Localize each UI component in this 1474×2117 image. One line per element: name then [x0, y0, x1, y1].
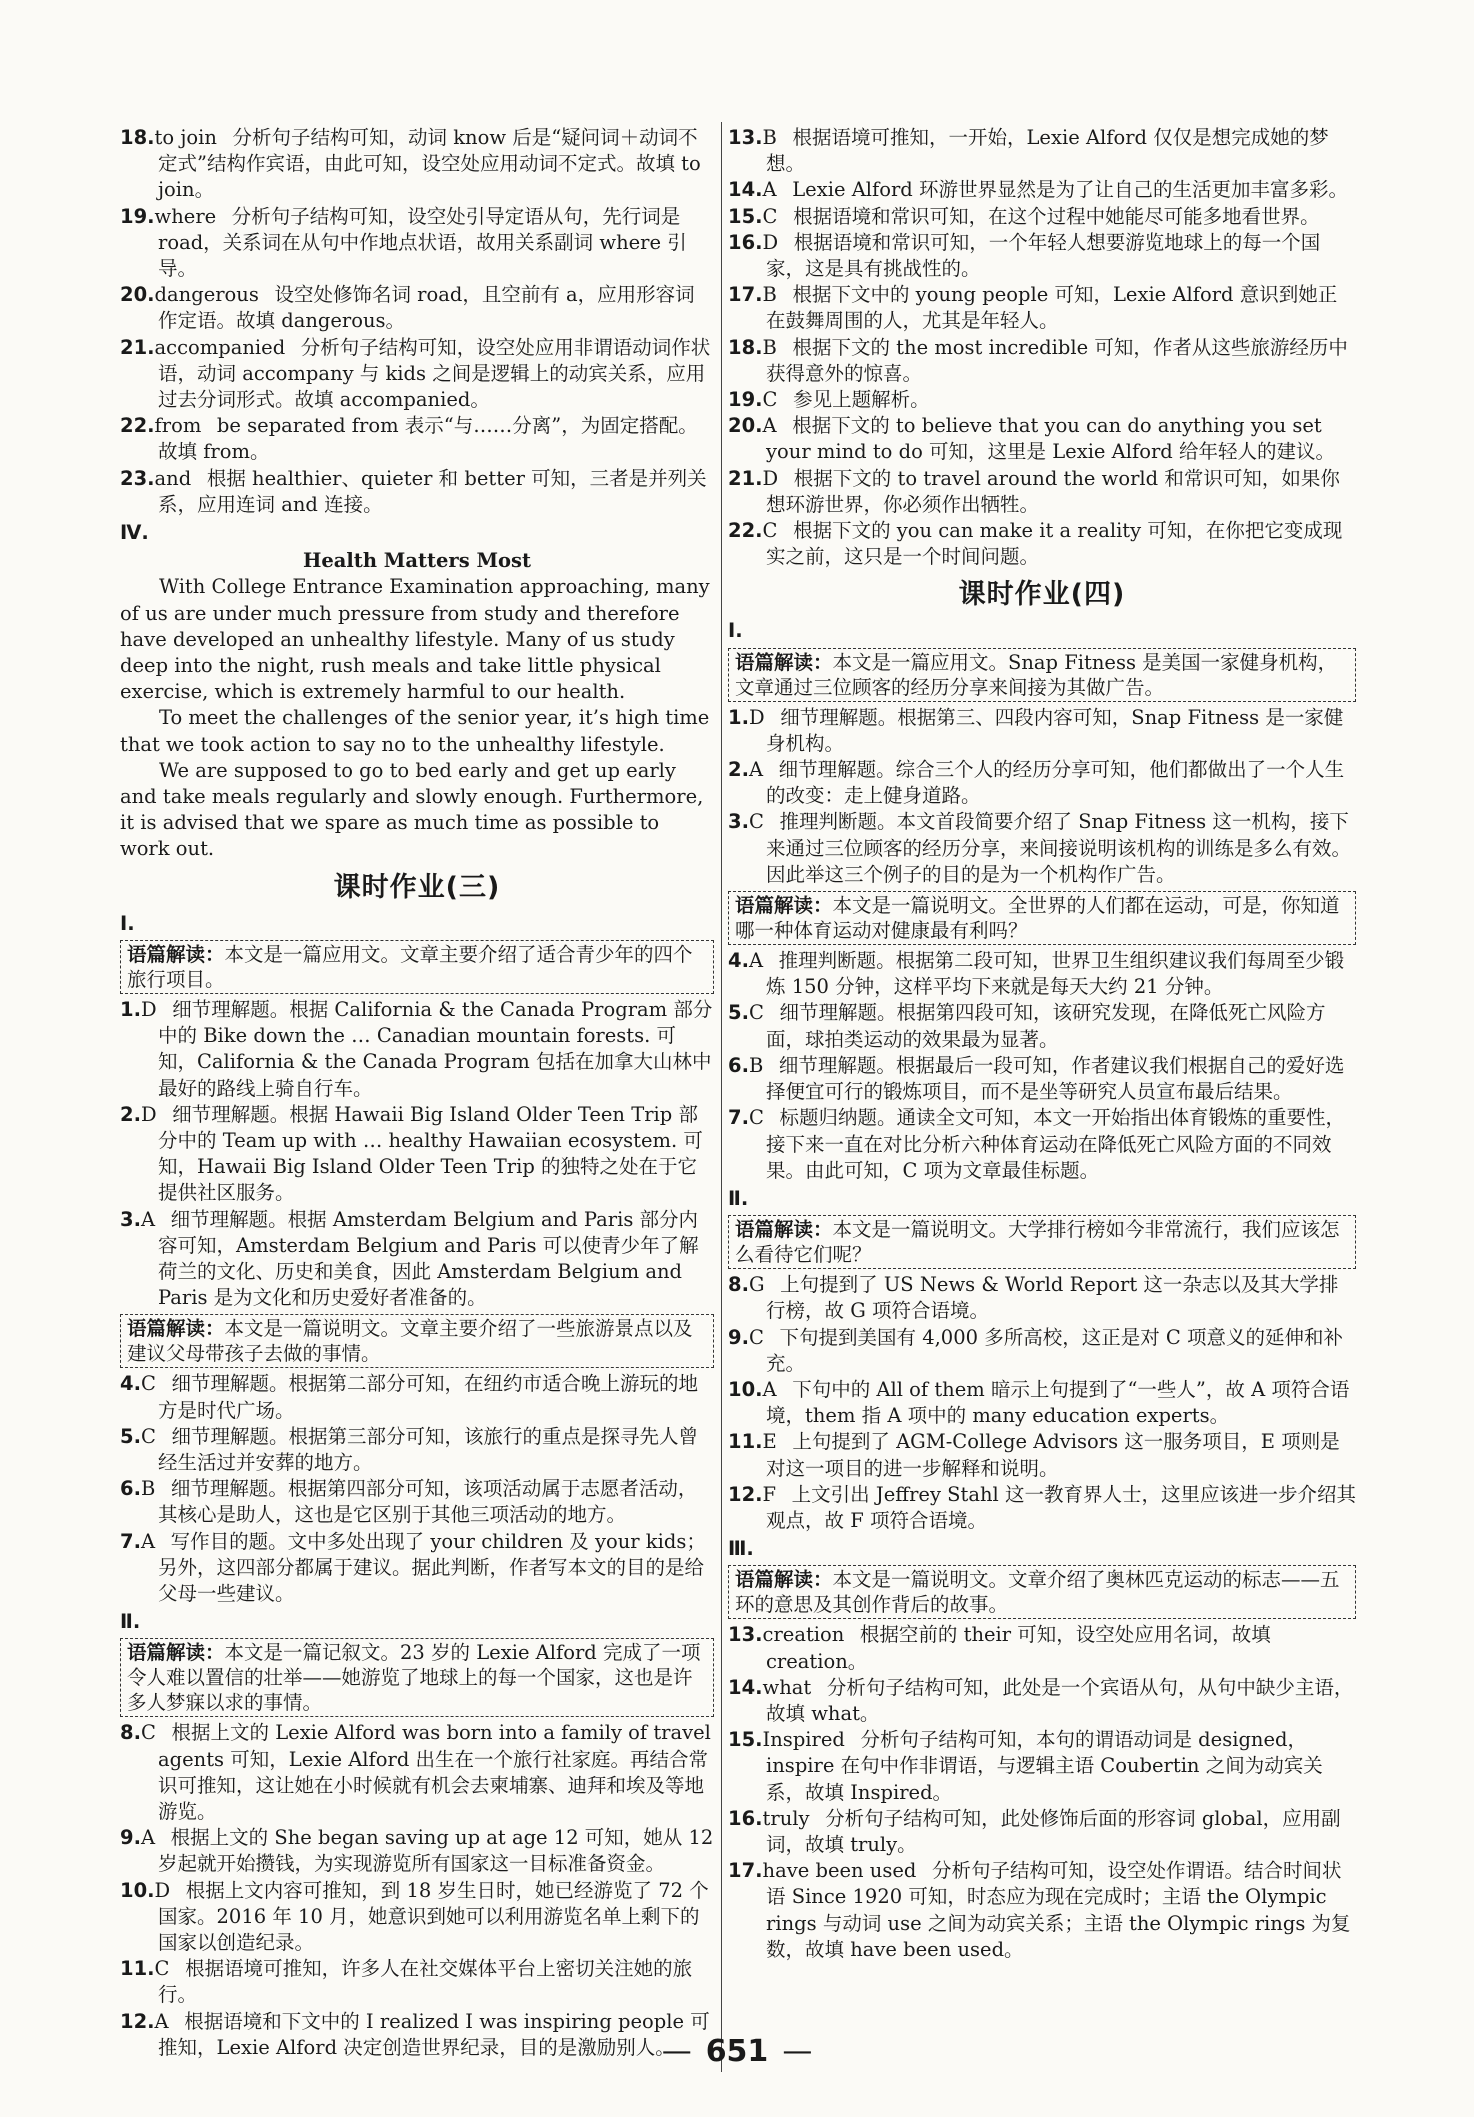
- answer-item: 17.have been used 分析句子结构可知，设空处作谓语。结合时间状语 Since 1920 可知，时态应为现在完成时；主语 the Olympic rings 与动词 use 之间为动宾关系；主语 the Olympic rings 为复数，故填 have been used。: [728, 1859, 1351, 1961]
- answer-item: 4.A 推理判断题。根据第二段可知，世界卫生组织建议我们每周至少锻炼 150 分钟，这样平均下来就是每天大约 21 分钟。: [728, 949, 1345, 999]
- answer-list-d: [120, 1720, 714, 2061]
- answer-item: 16.truly 分析句子结构可知，此处修饰后面的形容词 global，应用副词，故填 truly。: [728, 1806, 1341, 1856]
- answer-item: 2.D 细节理解题。根据 Hawaii Big Island Older Teen Trip 部分中的 Team up with … healthy Hawaiian ecosystem. 可知，Hawaii Big Island Older Teen Trip 的独特之处在于它提供社区服务。: [120, 1102, 703, 1205]
- answer-item: 19.C 参见上题解析。: [728, 388, 930, 412]
- part-heading-i: Ⅰ.: [120, 911, 135, 935]
- answer-item: 7.A 写作目的题。文中多处出现了 your children 及 your kids；另外，这四部分都属于建议。据此判断，作者写本文的目的是给父母一些建议。: [120, 1529, 706, 1605]
- answer-item: 18.B 根据下文的 the most incredible 可知，作者从这些旅游经历中获得意外的惊喜。: [728, 335, 1348, 385]
- answer-item: 19.where 分析句子结构可知，设空处引导定语从句，先行词是 road，关系词在从句中作地点状语，故用关系副词 where 引导。: [120, 204, 687, 281]
- answer-item: 4.C 细节理解题。根据第二部分可知，在纽约市适合晚上游玩的地方是时代广场。: [120, 1372, 699, 1422]
- answer-item: 5.C 细节理解题。根据第三部分可知，该旅行的重点是探寻先人曾经生活过并安葬的地方。: [120, 1424, 699, 1474]
- answer-item: 23.and 根据 healthier、quieter 和 better 可知，三者是并列关系，应用连词 and 连接。: [120, 466, 707, 516]
- essay-paragraph: To meet the challenges of the senior year, it’s high time that we took action to say no to the unhealthy lifestyle.: [120, 706, 710, 756]
- answer-list-e: [728, 125, 1356, 570]
- answer-item: 6.B 细节理解题。根据第四部分可知，该项活动属于志愿者活动，其核心是助人，这也是它区别于其他三项活动的地方。: [120, 1477, 698, 1527]
- answer-item: 14.A Lexie Alford 环游世界显然是为了让自己的生活更加丰富多彩。: [728, 178, 1348, 202]
- answer-item: 15.C 根据语境和常识可知，在这个过程中她能尽可能多地看世界。: [728, 204, 1320, 228]
- answer-list-h: [728, 1272, 1356, 1534]
- answer-item: 9.C 下句提到美国有 4,000 多所高校，这正是对 C 项意义的延伸和补充。: [728, 1325, 1344, 1375]
- answer-item: 3.A 细节理解题。根据 Amsterdam Belgium and Paris 部分内容可知，Amsterdam Belgium and Paris 可以使青少年了解荷兰的文化、历史和美食，因此 Amsterdam Belgium and Paris 是为文化和历史爱好者准备的。: [120, 1207, 699, 1310]
- page-number: 651: [705, 2034, 769, 2069]
- answer-item: 6.B 细节理解题。根据最后一段可知，作者建议我们根据自己的爱好选择便宜可行的锻炼项目，而不是坐等研究人员宣布最后结果。: [728, 1053, 1345, 1104]
- answer-item: 13.creation 根据空前的 their 可知，设空处应用名词，故填 creation。: [728, 1623, 1271, 1673]
- answer-item: 12.A 根据语境和下文中的 I realized I was inspiring people 可推知，Lexie Alford 决定创造世界纪录，目的是激励别人。: [120, 2009, 710, 2059]
- answer-item: 14.what 分析句子结构可知，此处是一个宾语从句，从句中缺少主语，故填 what。: [728, 1675, 1354, 1725]
- answer-item: 17.B 根据下文中的 young people 可知，Lexie Alford 意识到她正在鼓舞周围的人，尤其是年轻人。: [728, 283, 1338, 333]
- passage-summary-box: 语篇解读：本文是一篇应用文。Snap Fitness 是美国一家健身机构，文章通过三位顾客的经历分享来间接为其做广告。: [728, 648, 1356, 702]
- column-divider: [721, 122, 722, 2072]
- part-heading-i: Ⅰ.: [728, 619, 743, 643]
- essay-title: Health Matters Most: [302, 549, 532, 573]
- answer-item: 21.accompanied 分析句子结构可知，设空处应用非谓语动词作状语，动词 accompany 与 kids 之间是逻辑上的动宾关系，应用过去分词形式。故填 accompanied。: [120, 335, 711, 412]
- footer-dash-right: —: [782, 2034, 813, 2069]
- section-title-4: 课时作业(四): [958, 579, 1126, 611]
- passage-summary-box: 语篇解读：本文是一篇说明文。文章主要介绍了一些旅游景点以及建议父母带孩子去做的事情。: [120, 1314, 714, 1368]
- answer-item: 1.D 细节理解题。根据 California & the Canada Program 部分中的 Bike down the … Canadian mountain forests. 可知，California & the Canada Program 包括在加拿大山林中最好的路线上骑自行车。: [120, 997, 713, 1100]
- part-heading-ii: Ⅱ.: [120, 1610, 141, 1634]
- part-heading-iii: Ⅲ.: [728, 1537, 754, 1561]
- answer-item: 16.D 根据语境和常识可知，一个年轻人想要游览地球上的每一个国家，这是具有挑战性的。: [728, 230, 1321, 281]
- answer-item: 20.A 根据下文的 to believe that you can do anything you set your mind to do 可知，这里是 Lexie Alford 给年轻人的建议。: [728, 414, 1335, 464]
- answer-list-a: [120, 125, 714, 518]
- answer-item: 11.E 上句提到了 AGM-College Advisors 这一服务项目，E 项则是对这一项目的进一步解释和说明。: [728, 1430, 1340, 1480]
- right-column: [728, 125, 1356, 1963]
- answer-item: 10.A 下句中的 All of them 暗示上句提到了“一些人”，故 A 项符合语境，them 指 A 项中的 many education experts。: [728, 1377, 1350, 1428]
- essay-paragraph: We are supposed to go to bed early and get up early and take meals regularly and slowly enough. Furthermore, it is advised that we spare as much time as possible to work out.: [120, 758, 704, 861]
- answer-item: 18.to join 分析句子结构可知，动词 know 后是“疑问词＋动词不定式”结构作宾语，由此可知，设空处应用动词不定式。故填 to join。: [120, 126, 701, 202]
- part-heading-ii: Ⅱ.: [728, 1186, 749, 1210]
- answer-item: 21.D 根据下文的 to travel around the world 和常识可知，如果你想环游世界，你必须作出牺牲。: [728, 466, 1340, 516]
- section-title-3: 课时作业(三): [333, 871, 501, 903]
- answer-item: 7.C 标题归纳题。通读全文可知，本文一开始指出体育锻炼的重要性，接下来一直在对比分析六种体育运动在降低死亡风险方面的不同效果。由此可知，C 项为文章最佳标题。: [728, 1106, 1346, 1182]
- answer-item: 20.dangerous 设空处修饰名词 road，且空前有 a，应用形容词作定语。故填 dangerous。: [120, 283, 695, 333]
- answer-item: 11.C 根据语境可推知，许多人在社交媒体平台上密切关注她的旅行。: [120, 1957, 693, 2007]
- passage-summary-box: 语篇解读：本文是一篇说明文。全世界的人们都在运动，可是，你知道哪一种体育运动对健康最有利吗？: [728, 891, 1356, 945]
- answer-list-g: [728, 948, 1356, 1184]
- answer-item: 3.C 推理判断题。本文首段简要介绍了 Snap Fitness 这一机构，接下来通过三位顾客的经历分享，来间接说明该机构的训练是多么有效。因此举这三个例子的目的是为一个机构作广告。: [728, 810, 1352, 886]
- essay-paragraph: With College Entrance Examination approaching, many of us are under much pressure from study and therefore have developed an unhealthy lifestyle. Many of us study deep into the night, rush meals and take little physical exercise, which is extremely harmful to our health.: [120, 575, 710, 704]
- passage-summary-box: 语篇解读：本文是一篇说明文。文章介绍了奥林匹克运动的标志——五环的意思及其创作背后的故事。: [728, 1565, 1356, 1619]
- answer-list-b: [120, 997, 714, 1311]
- answer-item: 8.C 根据上文的 Lexie Alford was born into a family of travel agents 可知，Lexie Alford 出生在一个旅行社家庭。再结合常识可推知，这让她在小时候就有机会去柬埔寨、迪拜和埃及等地游览。: [120, 1721, 711, 1823]
- footer-dash-left: —: [661, 2034, 692, 2069]
- page-footer: [0, 2034, 1474, 2069]
- part-heading-iv: Ⅳ.: [120, 521, 149, 545]
- answer-item: 5.C 细节理解题。根据第四段可知，该研究发现，在降低死亡风险方面，球拍类运动的效果最为显著。: [728, 1001, 1326, 1051]
- passage-summary-box: 语篇解读：本文是一篇记叙文。23 岁的 Lexie Alford 完成了一项令人难以置信的壮举——她游览了地球上的每一个国家，这也是许多人梦寐以求的事情。: [120, 1638, 714, 1717]
- answer-item: 2.A 细节理解题。综合三个人的经历分享可知，他们都做出了一个人生的改变：走上健身道路。: [728, 758, 1345, 808]
- answer-list-i: [728, 1622, 1356, 1963]
- answer-item: 22.C 根据下文的 you can make it a reality 可知，在你把它变成现实之前，这只是一个时间问题。: [728, 519, 1343, 569]
- answer-item: 8.G 上句提到了 US News & World Report 这一杂志以及其大学排行榜，故 G 项符合语境。: [728, 1273, 1339, 1323]
- answer-list-f: [728, 705, 1356, 888]
- answer-item: 12.F 上文引出 Jeffrey Stahl 这一教育界人士，这里应该进一步介绍其观点，故 F 项符合语境。: [728, 1482, 1356, 1532]
- answer-list-c: [120, 1371, 714, 1607]
- answer-item: 13.B 根据语境可推知，一开始，Lexie Alford 仅仅是想完成她的梦想。: [728, 126, 1329, 176]
- passage-summary-box: 语篇解读：本文是一篇应用文。文章主要介绍了适合青少年的四个旅行项目。: [120, 940, 714, 994]
- answer-item: 9.A 根据上文的 She began saving up at age 12 可知，她从 12 岁起就开始攒钱，为实现游览所有国家这一目标准备资金。: [120, 1826, 714, 1876]
- answer-item: 10.D 根据上文内容可推知，到 18 岁生日时，她已经游览了 72 个国家。2016 年 10 月，她意识到她可以利用游览名单上剩下的国家以创造纪录。: [120, 1878, 709, 1954]
- passage-summary-box: 语篇解读：本文是一篇说明文。大学排行榜如今非常流行，我们应该怎么看待它们呢？: [728, 1215, 1356, 1269]
- answer-item: 1.D 细节理解题。根据第三、四段内容可知，Snap Fitness 是一家健身机构。: [728, 705, 1344, 755]
- left-column: [120, 125, 714, 2061]
- answer-item: 15.Inspired 分析句子结构可知，本句的谓语动词是 designed，inspire 在句中作非谓语，与逻辑主语 Coubertin 之间为动宾关系，故填 Inspired。: [728, 1728, 1323, 1804]
- answer-item: 22.from be separated from 表示“与……分离”，为固定搭配。故填 from。: [120, 414, 698, 464]
